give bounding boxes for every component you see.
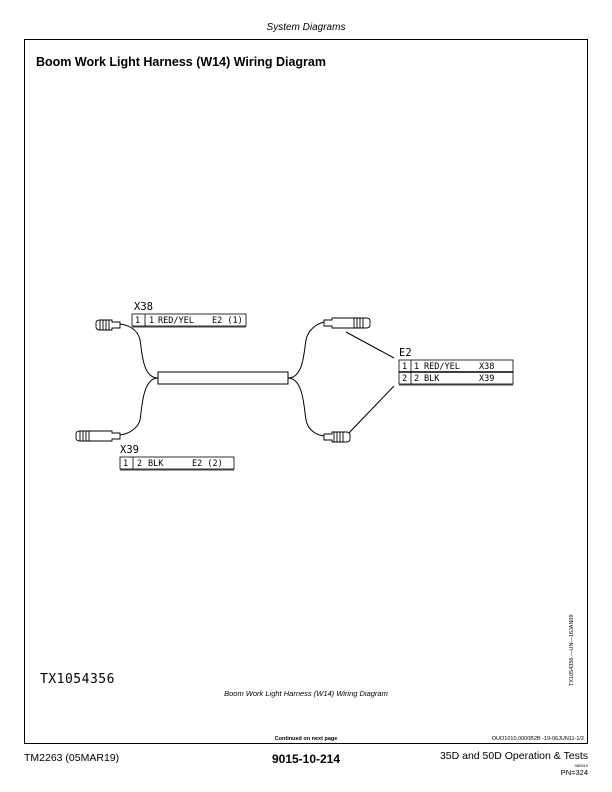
x38-label: X38 — [134, 301, 153, 313]
x39-row-color: BLK — [148, 459, 164, 469]
section-title: Boom Work Light Harness (W14) Wiring Diagram — [36, 55, 326, 69]
page-header-title: System Diagrams — [266, 22, 346, 33]
side-reference-text: TX1054356 —UN—16JAN09 — [569, 614, 575, 686]
e2-row2-dest: X39 — [479, 374, 495, 384]
harness-trunk — [158, 372, 288, 384]
document-reference: OUO1010,0000B2B -19-06JUN11-1/2 — [491, 736, 584, 742]
x38-row-color: RED/YEL — [158, 316, 194, 326]
x38-connector-icon — [96, 320, 120, 330]
e2-label: E2 — [399, 347, 412, 359]
e2-row2-wire: 2 — [414, 374, 420, 384]
e2-row1-pin: 1 — [402, 362, 408, 372]
x38-row-dest: E2 (1) — [212, 316, 243, 326]
continued-note: Continued on next page — [274, 736, 338, 742]
footer-page-number: 9015-10-214 — [271, 752, 341, 766]
x39-row-dest: E2 (2) — [192, 459, 223, 469]
diagram-caption: Boom Work Light Harness (W14) Wiring Diagram — [224, 689, 388, 698]
e2-leader-line — [346, 386, 394, 436]
e2-lower-connector-icon — [324, 432, 350, 442]
e2-upper-branch-wire — [288, 322, 324, 378]
x38-branch-wire — [120, 324, 158, 378]
x39-row-wire: 2 — [137, 459, 143, 469]
footer-pn: PN=324 — [560, 768, 588, 777]
x39-label: X39 — [120, 444, 139, 456]
wiring-diagram — [24, 40, 588, 740]
e2-row1-color: RED/YEL — [424, 362, 460, 372]
x38-row-wire: 1 — [149, 316, 155, 326]
x39-connector-icon — [76, 431, 120, 441]
footer-manual-id: TM2263 (05MAR19) — [24, 752, 120, 764]
side-reference — [566, 600, 576, 720]
e2-row2-pin: 2 — [402, 374, 408, 384]
e2-row2-color: BLK — [424, 374, 440, 384]
x39-branch-wire — [120, 378, 158, 435]
e2-lower-branch-wire — [288, 378, 324, 436]
footer-date: 080519 — [574, 763, 588, 768]
diagram-id: TX1054356 — [40, 672, 115, 687]
footer-manual-title: 35D and 50D Operation & Tests — [439, 750, 588, 762]
x39-row-pin: 1 — [123, 459, 129, 469]
e2-row1-dest: X38 — [479, 362, 495, 372]
e2-row1-wire: 1 — [414, 362, 420, 372]
e2-upper-connector-icon — [324, 318, 370, 328]
x38-row-pin: 1 — [135, 316, 141, 326]
e2-leader-line — [346, 332, 394, 358]
